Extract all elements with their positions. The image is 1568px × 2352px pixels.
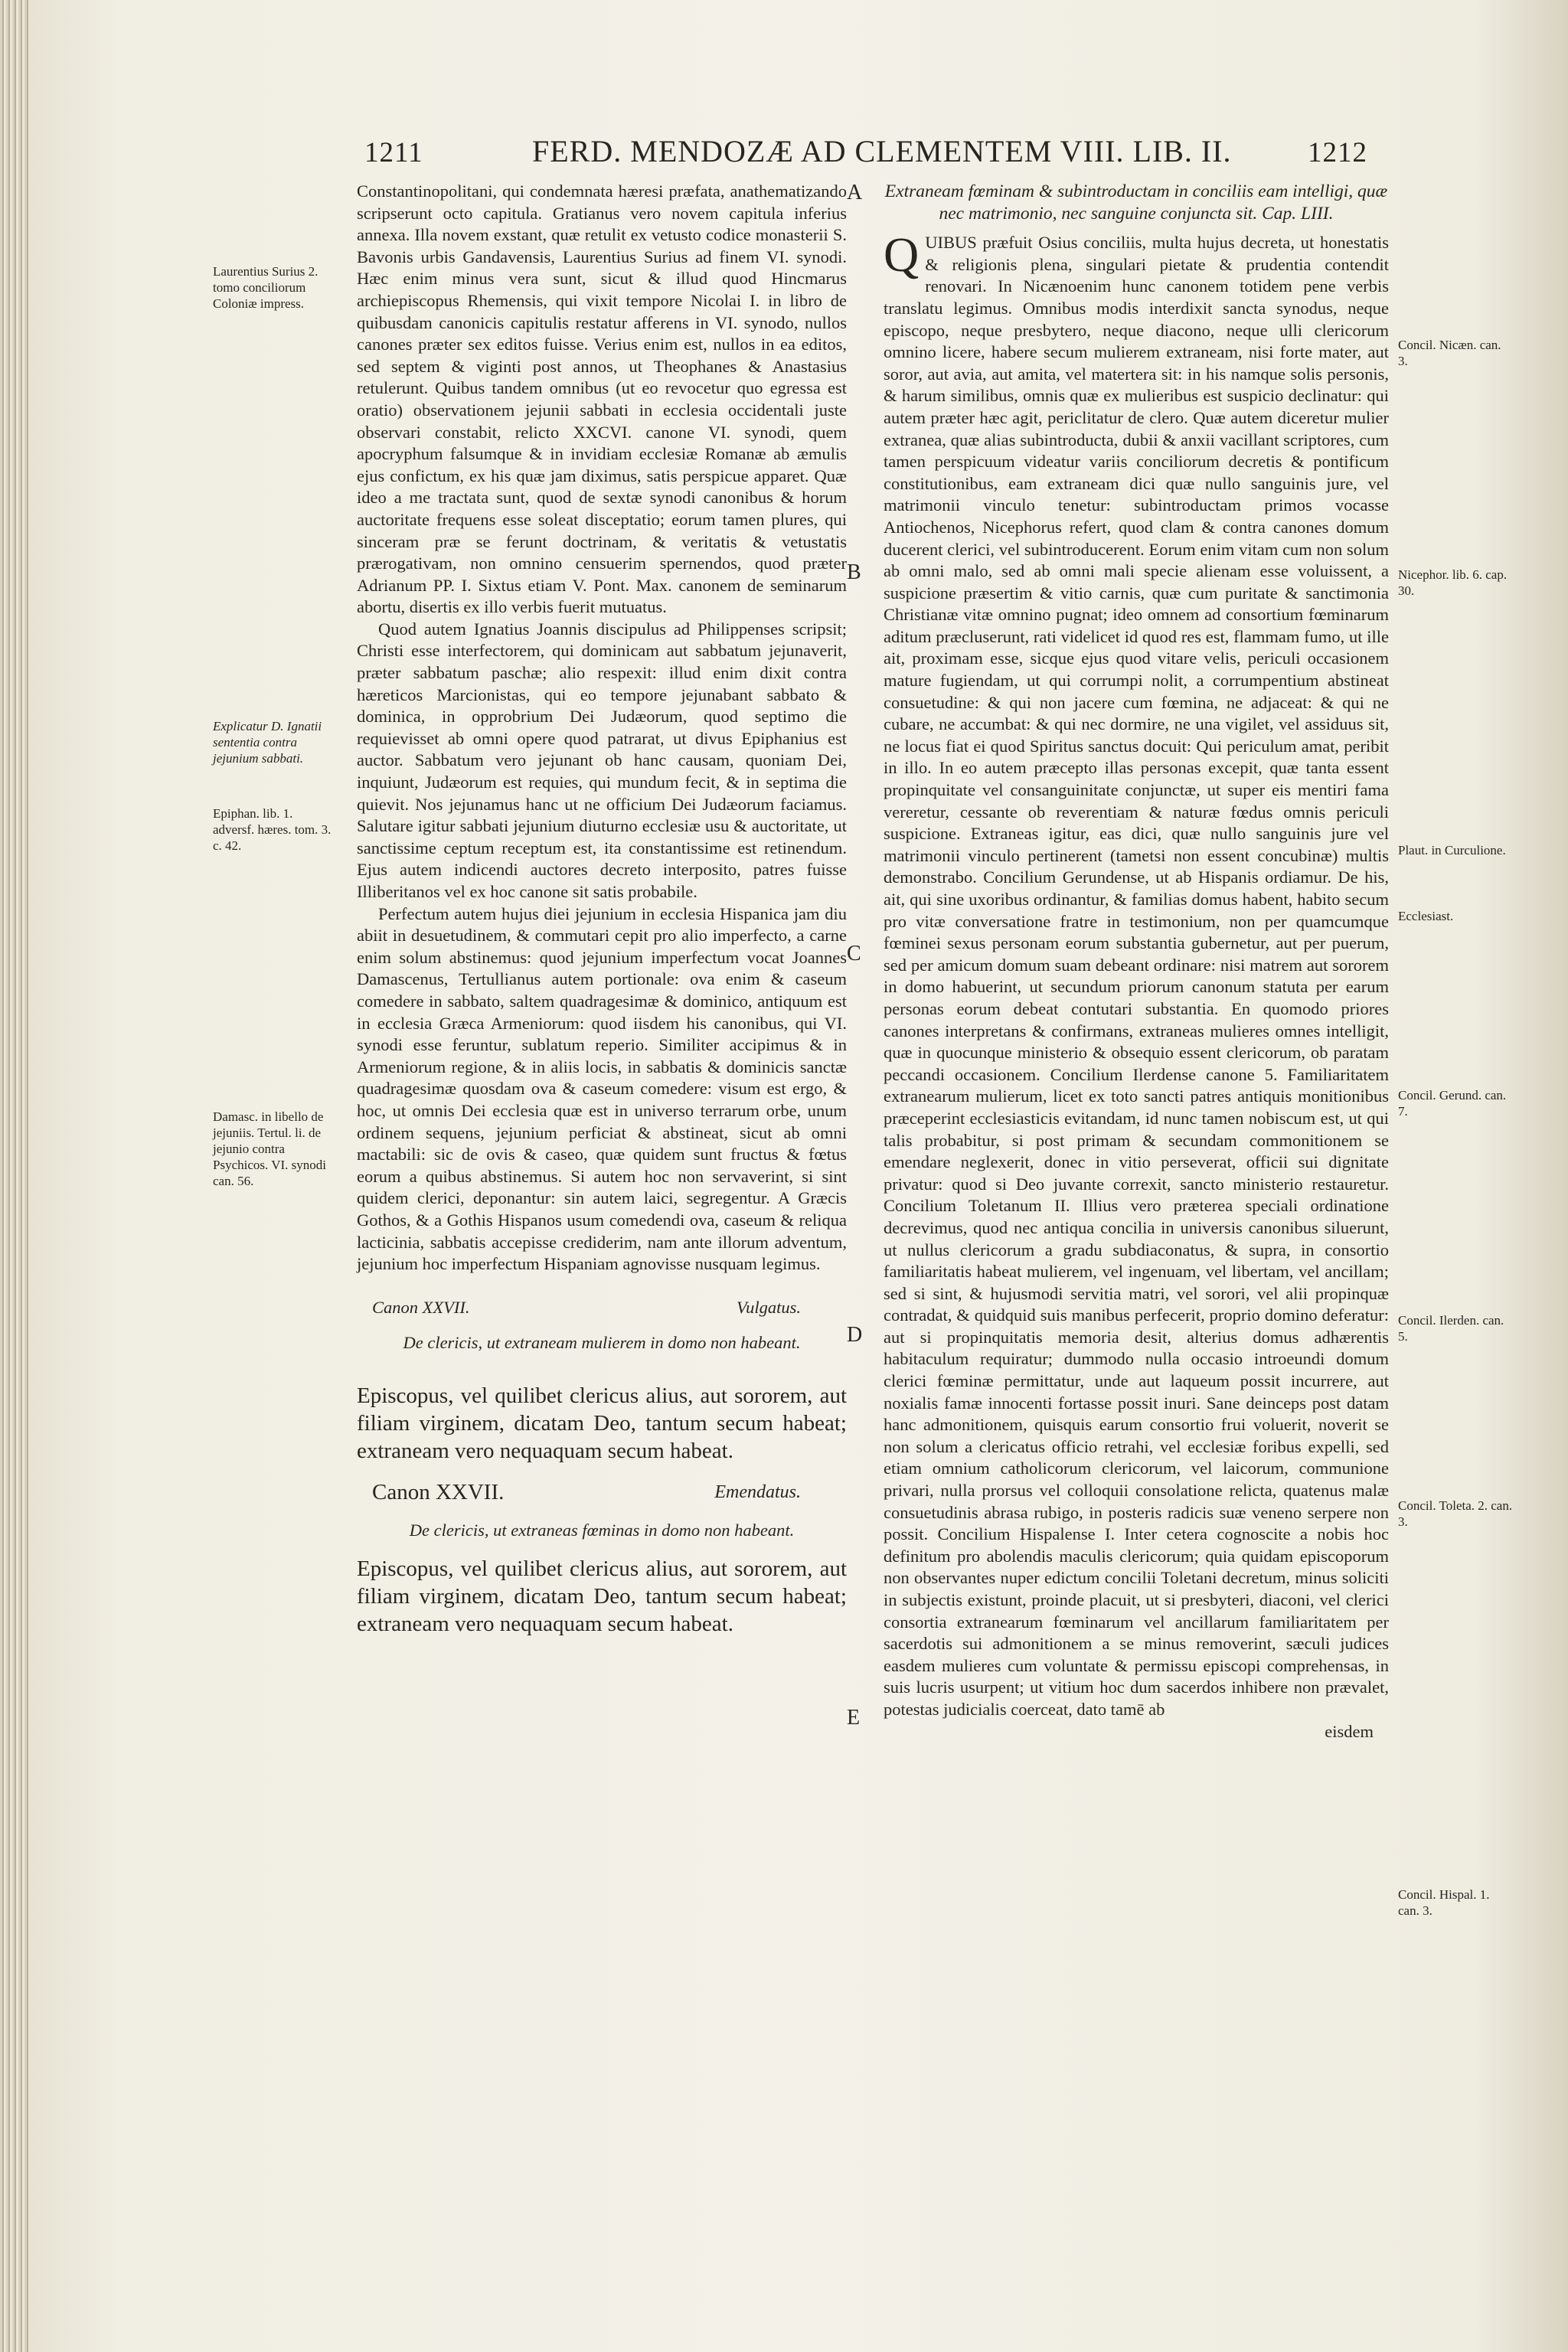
canon-vulgatus-tag: Vulgatus. (737, 1297, 801, 1317)
margin-note-ecclesiast: Ecclesiast. (1398, 909, 1454, 923)
canon-emendatus-tag: Emendatus. (714, 1481, 801, 1502)
margin-note-surius: Laurentius Surius 2. tomo conciliorum Coloniæ impress. (213, 264, 318, 311)
canon-vulgatus-heading (357, 1297, 847, 1319)
chapter-title: Extraneam fœminam & subintroductam in conciliis eam intelligi, quæ nec matrimonio, nec sanguine conjuncta sit. Cap. LIII. (884, 181, 1388, 224)
section-letter-b: B (847, 560, 861, 584)
page-number-right: 1212 (1308, 137, 1367, 168)
canon-vulgatus-label: Canon XXVII. (372, 1297, 470, 1317)
left-paragraph-3: Perfectum autem hujus diei jejunium in ecclesia Hispanica jam diu abiit in desuetudinem, & commutari cepit pro alio imperfecto, a carne enim solum abstinemus: quod jejunium imperfectum vocat Joannes Damascenus, Tertullianus autem portionale: ova enim & caseum comedere in sabbato, saltem quadragesimæ & dominico, antiquum est in ecclesia Græca Armeniorum: quod iisdem his canonibus, qui VI. synodi esse feruntur, sublatum reperio. Similiter accipimus & in Armeniorum regione, & in aliis locis, in sabbatis & dominicis sanctæ quadragesimæ quosdam ova & caseum comedere: visum est ergo, & hoc, ut omnis Dei ecclesia quæ est in universo terrarum orbe, unum ordinem sequens, jejunium perficiat & abstineat, sicut ab omni mactabili: sic de ovis & caseo, quæ quidem sunt fructus & fœtus eorum a quibus abstinemus. Si autem hoc non servaverint, si sint quidem clerici, deponantur: sin autem laici, segregentur. A Græcis Gothos, & a Gothis Hispanos usum comedendi ova, caseum & reliqua lacticinia, sabbatis accepisse crediderim, nam ante illorum adventum, jejunium hoc imperfectum Hispaniam agnovisse nusquam legimus. (357, 903, 847, 1274)
canon-vulgatus-text: Episcopus, vel quilibet clericus alius, aut sororem, aut filiam virginem, dicatam Deo, tantum secum habeat; extraneam vero nequaquam secum habeat. (357, 1383, 847, 1463)
book-page-edges (0, 0, 29, 2352)
running-header (29, 129, 1568, 175)
section-letter-e: E (847, 1706, 861, 1730)
margin-note-plautus: Plaut. in Curculione. (1398, 843, 1506, 858)
right-paragraph-text: UIBUS præfuit Osius conciliis, multa hujus decreta, ut honestatis & religionis plena, singulari pietate & prudentia contendit renovari. In Nicænoenim hunc canonem totidem pene verbis translatu legimus. Omnibus modis interdixit sancta synodus, neque episcopo, neque presbytero, neque diacono, neque ulli clericorum omnino licere, habere secum mulierem extraneam, nisi forte mater, aut soror, aut avia, aut amita, vel matertera sit: in his namque solis personis, & harum similibus, omnis quæ ex mulieribus est suspicio declinatur: qui autem præter hæc agit, periclitatur de clero. Quæ autem diceretur mulier extranea, quæ alias subintroducta, dubii & anxii vacillant scriptores, cum tamen perspicuum videatur variis conciliorum decretis & pontificum constitutionibus, eam extraneam dici quæ nullo sanguinis jure, vel matrimonii vinculo tenetur: subintroductam primos vocasse Antiochenos, Nicephorus refert, quod clam & contra canones domum ducerent clerici, vel subintroducerent. Eorum enim vitam cum non solum ab omni malo, sed ab omni mali specie alienam esse voluissent, a suspicione præsertim & vitio carnis, quæ cum puritate & sanctimonia Christianæ vitæ omnino pugnat; ideo omnem ad consortium fœminarum aditum præcluserunt, rati videlicet id quod res est, flammam fumo, ut ille ait, proximam esse, sicque ejus quod vitare velis, periculi occasionem mature fugiendam, ut qui corrumpi nolit, a corrumpentium abstineat consuetudine: & qui non jacere cum fœmina, ne adjaceat: & qui ne cubare, ne accumbat: & qui nec dormire, ne una vigilet, vel assiduus sit, ne locus fiat ei quod Spiritus sanctus docuit: Qui periculum amat, peribit in illo. In eo autem præcepto illas personas excepit, quæ tanta essent propinquitate vel consanguinitate conjunctæ, ut super eis mentiri fama vereretur, cessante ob reverentiam & naturæ fœdus omnis periculi suspicione. Extraneas igitur, eas dici, quæ nullo sanguinis jure vel matrimonii vinculo pertinerent (tametsi non essent concubinæ) multis demonstrabo. Concilium Gerundense, ut ab Hispanis ordiamur. De his, ait, qui sine uxoribus ordinantur, & familias domus habent, habito secum pro vitæ conversatione fratre in testimonium, non per quamcumque fœminei sexus personam eorum substantia gubernetur, aut per puerum, sed per amicum domum suam debeant ordinare: nisi matrem aut sororem in domo habuerint, ut secundum priorum canonum statuta per earum personas eorum debeat contutari substantia. En quomodo priores canones interpretans & confirmans, extraneas mulieres omnes intelligit, quæ in quocunque ministerio & obsequio essent clericorum, ob paratam peccandi occasionem. Concilium Ilerdense canone 5. Familiaritatem extranearum mulierum, licet ex toto sancti patres antiquis monitionibus præceperint ecclesiasticis evitandam, id nunc tamen nobiscum est, ut qui talis probabitur, si post primam & secundam commonitionem se emendare neglexerit, donec in vitio perseverat, officii sui dignitate privatur: quod si Deo juvante correxit, sancto ministerio restauretur. Concilium Toletanum II. Illius vero præterea speciali ordinatione decrevimus, quod nec antiqua concilia in universis canonibus siluerunt, ut nullus clericorum a gradu subdiaconatus, & supra, in consortio familiaritatis habeat mulierem, vel ingenuam, vel libertam, vel ancillam; sed si sint, & hujusmodi servitia matri, vel sorori, vel alii propinquæ contradat, & quidquid suis manibus perfecerit, proprio domino deferatur: aut si propinquitatis memoria desit, alterius domus adhærentis habitaculum requiratur; dummodo nulla occasio introeundi domum clerici fœminæ permittatur, unde aut laqueum possit incurrere, aut noxialis famæ innocenti fortasse possit inuri. Sane deinceps post datam hanc admonitionem, quisquis earum consortio frui voluerit, noverit se non solum a clericatus officio retrahi, vel ecclesiæ foribus expelli, sed etiam omnium catholicorum clericorum, vel laicorum, communione privari, nulla prorsus vel colloquii consolatione relicta, quatenus malæ consuetudinis abrasa rubigo, in posteris radicis suæ veneno serpere non possit. Concilium Hispalense I. Inter cetera cognoscite a nobis hoc definitum pro abolendis maculis clericorum; quia quidam episcoporum non observantes nuper edictum concilii Toletani decretum, minus soliciti in subjectis existunt, proinde placuit, ut si presbyteri, diaconi, vel clerici consortia extranearum fœminarum vel ancillarum familiaritatem per sacerdotis sui admonitionem a se minus removerint, sæculi judices easdem mulieres cum voluntate & permissu episcopi comprehensas, in suis lucris usurpent; ut vitium hoc dum sacerdos inhibere non prævalet, potestas judicialis coerceat, dato tamē ab (884, 233, 1389, 1719)
canon-emendatus-text: Episcopus, vel quilibet clericus alius, aut sororem, aut filiam virginem, dicatam Deo, tantum secum habeat; extraneam vero nequaquam secum habeat. (357, 1557, 847, 1637)
canon-emendatus-title: De clericis, ut extraneas fœminas in domo non habeant. (409, 1520, 795, 1540)
margin-note-nicaen: Concil. Nicæn. can. 3. (1398, 338, 1501, 368)
page-number-left: 1211 (364, 137, 423, 168)
section-letter-c: C (847, 942, 861, 965)
margin-note-epiphanius: Epiphan. lib. 1. adversf. hæres. tom. 3. c. 42. (213, 806, 332, 853)
margin-note-gerund: Concil. Gerund. can. 7. (1398, 1088, 1507, 1119)
right-paragraph-1 (884, 227, 1389, 1720)
margin-note-hispal: Concil. Hispal. 1. can. 3. (1398, 1887, 1490, 1918)
right-column (884, 181, 1389, 1743)
canon-emendatus-heading (357, 1478, 847, 1506)
section-letter-d: D (847, 1323, 863, 1347)
running-title: FERD. MENDOZÆ AD CLEMENTEM VIII. LIB. II. (532, 134, 1232, 168)
drop-cap: Q (884, 227, 920, 283)
margin-note-ilerden: Concil. Ilerden. can. 5. (1398, 1313, 1504, 1344)
canon-emendatus-label: Canon XXVII. (372, 1479, 505, 1504)
margin-note-toletan: Concil. Toleta. 2. can. 3. (1398, 1498, 1513, 1529)
left-column (357, 181, 847, 1638)
margin-note-damascenus: Damasc. in libello de jejuniis. Tertul. li. de jejunio contra Psychicos. VI. synodi can. 56. (213, 1109, 326, 1188)
margin-note-nicephor: Nicephor. lib. 6. cap. 30. (1398, 567, 1508, 598)
left-paragraph-1: Constantinopolitani, qui condemnata hæresi præfata, anathematizando scripserunt octo capitula. Gratianus vero novem capitula inferius annexa. Illa novem exstant, quæ retulit ex vetusto codice monasterii S. Bavonis urbis Gandavensis, Laurentius Surius ad finem VI. synodi. Hæc enim minus vera sunt, sicut & illud quod Hincmarus archiepiscopus Rhemensis, qui vixit tempore Nicolai I. in libro de quibusdam canonicis capitulis restatur afferens in VI. synodo, nullos canones præter sex editos fuisse. Verius enim est, nullos in ea editos, sed septem & viginti post annos, ut Theophanes & Anastasius retulerunt. Quibus tandem omnibus (ut eo revocetur quo egressa est oratio) observationem jejunii sabbati in ecclesia occidentali juste observari constabit, relicto XXCVI. canone VI. synodi, quem apocryphum falsumque & in invidiam ecclesiæ Romanæ ab æmulis ejus confictum, ex his quæ jam diximus, satis perspicue apparet. Quæ ideo a me tractata sunt, quod de sextæ synodi canonibus & horum auctoritate frequens esse soleat disceptatio; eorum tamen plures, qui sinceram præ se ferunt doctrinam, & veritatis & vetustatis prærogativam, non omnino censuerim spernendos, quod præter Adrianum PP. I. Sixtus etiam V. Pont. Max. canonem de seminarum abortu, disertis ex illo verbis fuerit mutuatus. (357, 181, 847, 617)
left-paragraph-2: Quod autem Ignatius Joannis discipulus ad Philippenses scripsit; Christi esse interfectorem, qui dominicam aut sabbatum jejunaverit, præter sabbatum paschæ; alio respexit: illud enim dixit contra hæreticos Marcionistas, qui eo tempore jejunabant sabbato & dominica, in opprobrium Dei Judæorum, quod septimo die requievisset ab omni opere quod patrarat, ut divus Epiphanius est auctor. Sabbatum vero jejunant ob hanc causam, quoniam Dei, inquiunt, Judæorum est requies, qui mundum fecit, & in septima die quievit. Nos jejunamus hanc ut ne officium Dei Judæorum faciamus. Salutare igitur sabbati jejunium diuturno ecclesiæ usu & auctoritate, ut sanctissime ceptum receptum est, ita constantissime est retinendum. Ejus autem indicendi auctores decreto interposito, patres fuisse Illiberitanos vel ex hoc canone sit satis probabile. (357, 619, 847, 901)
canon-vulgatus-title: De clericis, ut extraneam mulierem in domo non habeant. (403, 1333, 801, 1353)
book-page (29, 0, 1568, 2352)
section-letter-a: A (847, 181, 863, 204)
margin-note-ignatius: Explicatur D. Ignatii sententia contra jejunium sabbati. (213, 719, 322, 766)
catchword: eisdem (1325, 1721, 1374, 1741)
